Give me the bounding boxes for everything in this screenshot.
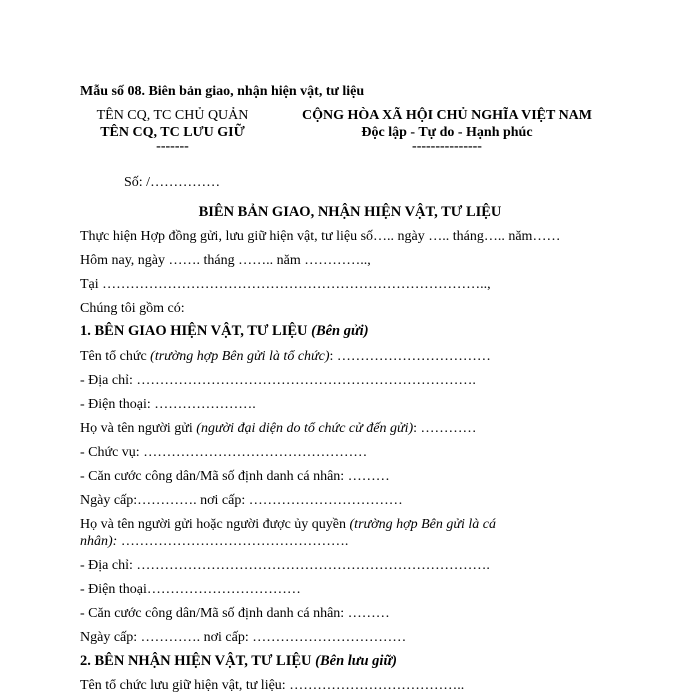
section1-person-fill: …………………………………………. <box>117 534 349 549</box>
header-right-rule: --------------- <box>412 139 482 154</box>
section1-person-note: (trường hợp Bên gửi là cá <box>349 517 496 532</box>
section1-org-note: (trường hợp Bên gửi là tổ chức) <box>150 349 330 364</box>
section1-sender-fill: : ………… <box>413 421 477 436</box>
intro-place: Tại ……………………………………………………………………….., <box>80 277 491 292</box>
section1-org <box>80 349 491 365</box>
section1-org-fill: : …………………………… <box>329 349 491 364</box>
section1-issue: Ngày cấp:…………. nơi cấp: …………………………… <box>80 493 403 508</box>
header-right-line2: Độc lập - Tự do - Hạnh phúc <box>361 125 533 140</box>
section1-sender <box>80 421 477 437</box>
section1-issue2: Ngày cấp: …………. nơi cấp: …………………………… <box>80 630 407 645</box>
intro-contract: Thực hiện Hợp đồng gửi, lưu giữ hiện vật, tư liệu số….. ngày ….. tháng….. năm…… <box>80 229 561 244</box>
section1-sender-note: (người đại diện do tổ chức cử đến gửi) <box>196 421 414 436</box>
section1-phone: - Điện thoại: …………………. <box>80 397 256 412</box>
intro-we: Chúng tôi gồm có: <box>80 301 185 316</box>
section1-phone2: - Điện thoại…………………………… <box>80 582 301 597</box>
doc-title: BIÊN BẢN GIAO, NHẬN HIỆN VẬT, TƯ LIỆU <box>198 204 502 220</box>
section2-org: Tên tổ chức lưu giữ hiện vật, tư liệu: ……………………………….. <box>80 678 465 693</box>
section1-id-number: - Căn cước công dân/Mã số định danh cá nhân: ……… <box>80 469 390 484</box>
section2-heading-text: 2. BÊN NHẬN HIỆN VẬT, TƯ LIỆU <box>80 653 312 669</box>
section1-id-number2: - Căn cước công dân/Mã số định danh cá nhân: ……… <box>80 606 390 621</box>
intro-date: Hôm nay, ngày ……. tháng …….. năm ………….., <box>80 253 371 268</box>
header-right-line1: CỘNG HÒA XÃ HỘI CHỦ NGHĨA VIỆT NAM <box>301 108 592 123</box>
section1-heading-text: 1. BÊN GIAO HIỆN VẬT, TƯ LIỆU <box>80 323 308 339</box>
section1-person-label: Họ và tên người gửi hoặc người được ủy quyền <box>80 517 347 532</box>
section1-person-note-cont: nhân): <box>80 534 118 549</box>
doc-number: Số: /…………… <box>124 175 221 190</box>
section1-position: - Chức vụ: ………………………………………… <box>80 445 368 460</box>
section1-address2: - Địa chỉ: …………………………………………………………………. <box>80 558 490 573</box>
section1-heading-note: (Bên gửi) <box>311 323 369 339</box>
header-left-line1: TÊN CQ, TC CHỦ QUẢN <box>96 108 249 123</box>
form-title: Mẫu số 08. Biên bản giao, nhận hiện vật, tư liệu <box>80 84 365 99</box>
header-left-rule: ------- <box>156 139 189 154</box>
section1-heading <box>80 323 369 339</box>
section2-heading-note: (Bên lưu giữ) <box>315 653 397 669</box>
section1-person-cont <box>80 534 348 550</box>
section2-heading <box>80 653 397 669</box>
section1-person <box>80 517 496 533</box>
section1-org-label: Tên tổ chức <box>80 349 147 364</box>
header-left-line2: TÊN CQ, TC LƯU GIỮ <box>100 125 245 140</box>
section1-sender-label: Họ và tên người gửi <box>80 421 193 436</box>
section1-address: - Địa chỉ: ………………………………………………………………. <box>80 373 476 388</box>
